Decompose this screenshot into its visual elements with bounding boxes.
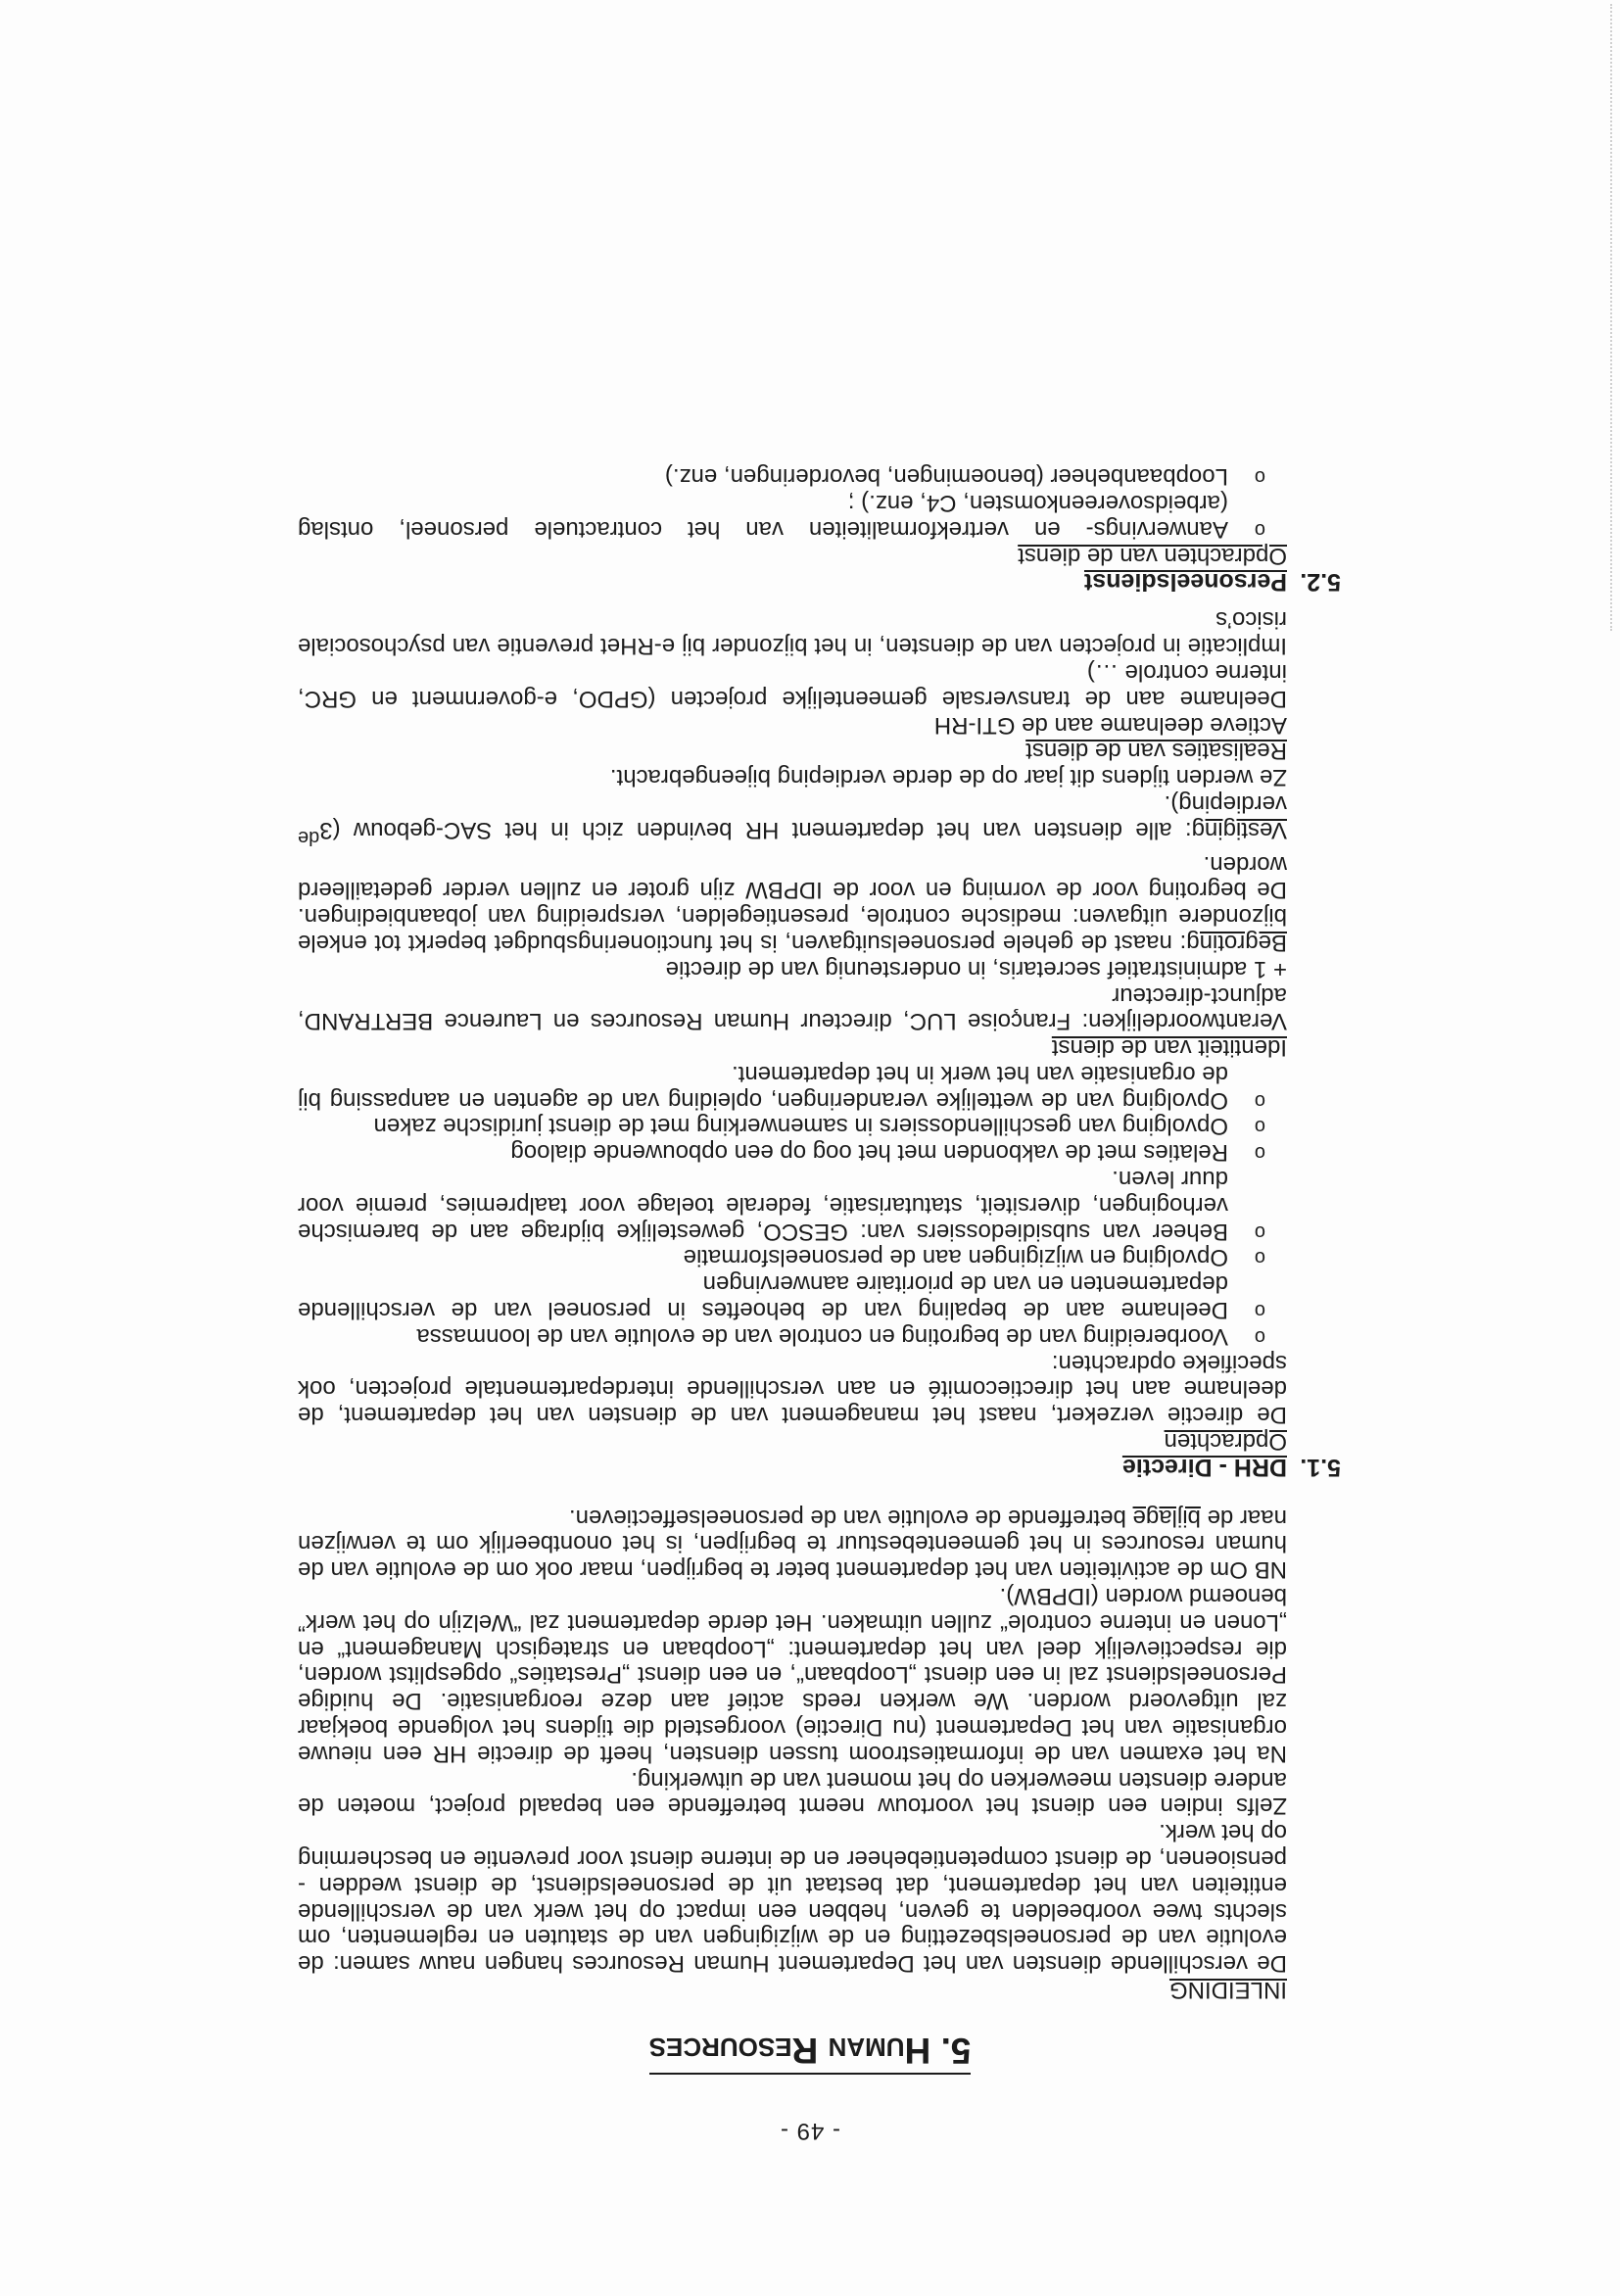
section-number: 5.1. [1300, 1453, 1341, 1481]
intro-paragraph-1: De verschillende diensten van het Departement Human Resources hangen nauw samen: de evolutie van de personeelsbezetting en de wijzigingen van de statuten en reglementen, om slechts twee voorbeelden te geven, hebben een impact op het werk van de verschillende entiteiten van het departement, dat bestaat uit de personeelsdienst, de dienst wedden - pensioenen, de dienst competentiebeheer en de interne dienst voor preventie en bescherming op het werk. [298, 1819, 1287, 1978]
page-number: - 49 - [780, 2118, 841, 2144]
section-heading-5-2 [298, 567, 1341, 596]
list-item: Actieve deelname aan de GTI-RH [933, 711, 1287, 739]
list-item: o Voorbereiding van de begroting en controle van de evolutie van de loonmassa [298, 1322, 1228, 1349]
bijlage-link[interactable]: bijlage [1132, 1504, 1201, 1531]
nb-text: NB Om de activiteiten van het departement beter te begrijpen, maar ook om de evolutie van de human resources in het gemeentebestuur te begrijpen, is het onontbeerlijk om te verwijzen naar de [298, 1504, 1287, 1584]
begroting-label: Begroting [1186, 929, 1287, 956]
personeelsdienst-list [298, 463, 1287, 542]
realisaties-list [298, 606, 1287, 738]
vestiging-paragraph [298, 789, 1287, 850]
vestiging-superscript: de [298, 826, 320, 848]
vestiging-text-end: verdieping). [1164, 789, 1287, 817]
document-body [298, 463, 1341, 2003]
intro-nb-paragraph [298, 1504, 1287, 1582]
scan-edge-dots [1607, 4, 1612, 631]
intro-heading: INLEIDING [1168, 1977, 1287, 2003]
chapter-title-text: 5. Human Resources [649, 2031, 972, 2075]
section-title: DRH - Directie [1121, 1453, 1287, 1481]
opdrachten-van-de-dienst-label: Opdrachten van de dienst [1018, 542, 1287, 569]
list-item: o Opvolging en wijzigingen aan de personeelsformatie [298, 1244, 1228, 1270]
list-item: Implicatie in projecten van de diensten, in het bijzonder bij e-RHet preventie van psychosociale risico’s [298, 606, 1287, 660]
intro-paragraph-2: Zelfs indien een dienst het voortouw neemt betreffende een bepaald project, moeten de andere diensten meewerken op het moment van de uitwerking. [298, 1766, 1287, 1820]
opdrachten-list [298, 1060, 1287, 1349]
list-item: o Opvolging van geschillendossiers in samenwerking met de dienst juridische zaken [298, 1113, 1228, 1139]
secretaris-text: + 1 administratief secretaris, in ondersteunig van de directie [665, 955, 1287, 982]
vestiging-text: : alle diensten van het departement HR bevinden zich in het SAC-gebouw (3 [319, 816, 1192, 843]
section-title: Personeelsdienst [1083, 567, 1287, 596]
intro-paragraph-3: Na het examen van de informatiestroom tussen diensten, heeft de directie HR een nieuwe organisatie van het Departement (nu Directie) voorgesteld die tijdens het volgende boekjaar zal uitgevoerd worden. We werken reeds actief aan deze reorganisatie. De huidige Personeelsdienst zal in een dienst „Loopbaan“, en een dienst „Prestaties“ opgesplitst worden, die respectievelijk deel van het departement: „Loopbaan en strategisch Management“ en „Lonen en interne controle“ zullen uitmaken. Het derde departement zal “Welzijn op het werk” benoemd worden (IDPBW). [298, 1583, 1287, 1767]
list-item: o Deelname aan de bepaling van de behoeftes in personeel van de verschillende departementen en van de prioritaire aanwervingen [298, 1269, 1228, 1322]
nb-text-end: betreffende de evolutie van de personeelseffectieven. [569, 1504, 1133, 1531]
section-heading-5-1 [298, 1453, 1341, 1481]
identiteit-label: Identiteit van de dienst [1051, 1034, 1287, 1062]
list-item: Deelname aan de transversale gemeentelijke projecten (GPDO, e-government en GRC, interne controle …) [298, 658, 1287, 712]
list-item: o Aanwervings- en vertrekformaliteiten van het contractuele personeel, ontslag (arbeidsovereenkomsten, C4, enz.) ; [298, 489, 1228, 542]
section-number: 5.2. [1300, 567, 1341, 596]
realisaties-label: Realisaties van de dienst [1025, 738, 1287, 765]
list-item: o Opvolging van de wettelijke veranderingen, opleiding van de agenten en aanpassing bij de organisatie van het werk in het departement. [298, 1060, 1228, 1113]
verantwoordelijken-text: Verantwoordelijken: Françoise LUC, directeur Human Resources en Laurence BERTRAND, adjunct-directeur [298, 981, 1287, 1035]
vestiging-label: Vestiging [1191, 816, 1287, 843]
begroting-paragraph [298, 850, 1287, 955]
chapter-title [0, 2030, 1620, 2071]
vestiging-note: Ze werden tijdens dit jaar op de derde verdieping bijeengebracht. [609, 764, 1287, 791]
list-item: o Loopbaanbeheer (benoemingen, bevorderingen, enz.) [298, 463, 1228, 490]
begroting-text: : naast de gehele personeelsuitgaven, is het functioneringsbudget beperkt tot enkele bijzondere uitgaven: medische controle, presentiegelden, verspreiding van jobaanbiedingen. De begroting voor de vorming en voor de IDPBW zijn groter en zullen verder gedetailleerd worden. [298, 850, 1287, 956]
opdrachten-label: Opdrachten [1164, 1428, 1287, 1456]
opdrachten-intro: De directie verzekert, naast het management van de diensten van het departement, de deelname aan het directiecomité en aan verschillende interdepartementale projecten, ook specifieke opdrachten: [298, 1349, 1287, 1429]
list-item: o Beheer van subsidiedossiers van: GESCO, gewestelijke bijdrage aan de baremische verhogingen, diversiteit, statutarisatie, federale toelage voor taalpremies, premie voor duur leven. [298, 1165, 1228, 1243]
list-item: o Relaties met de vakbonden met het oog op een opbouwende dialoog [298, 1139, 1228, 1166]
